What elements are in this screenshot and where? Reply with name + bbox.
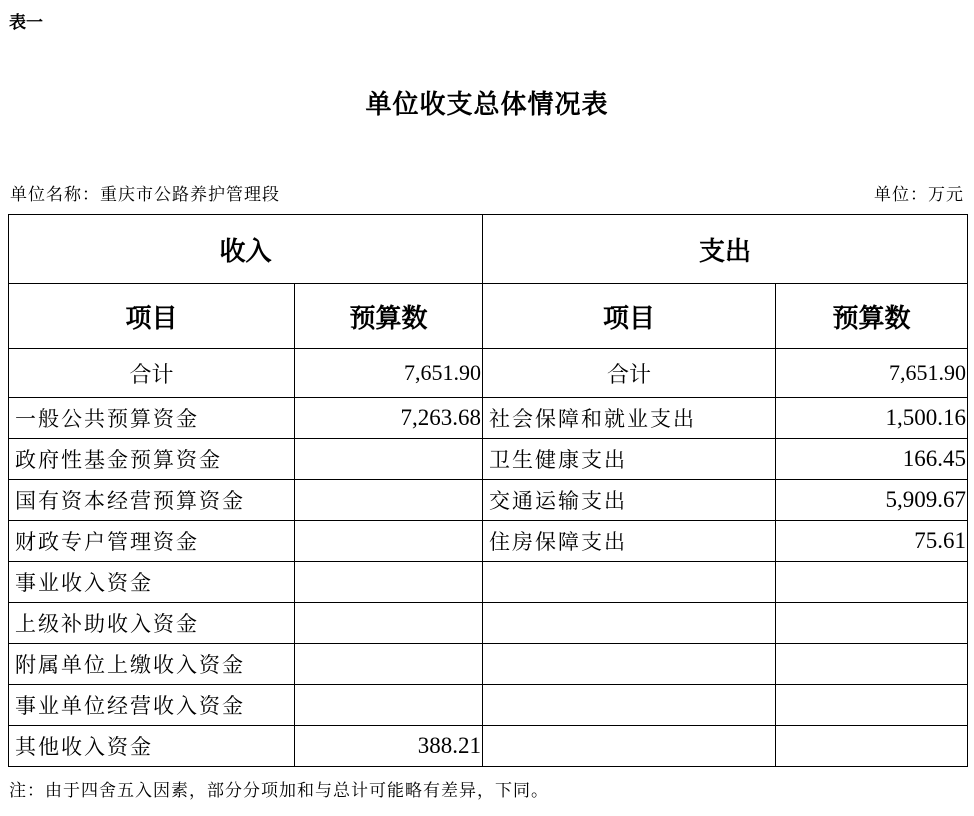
income-item-cell: 一般公共预算资金 — [9, 398, 295, 439]
income-item-cell: 附属单位上缴收入资金 — [9, 644, 295, 685]
expense-value-cell — [776, 562, 968, 603]
table-body — [9, 398, 968, 767]
table-row — [9, 603, 968, 644]
section-header-row — [9, 215, 968, 284]
table-row — [9, 521, 968, 562]
expense-value-cell: 166.45 — [776, 439, 968, 480]
table-row — [9, 685, 968, 726]
expense-item-cell — [483, 685, 776, 726]
footnote: 注：由于四舍五入因素，部分分项加和与总计可能略有差异，下同。 — [9, 781, 549, 801]
income-value-cell — [295, 603, 483, 644]
expense-item-cell: 住房保障支出 — [483, 521, 776, 562]
income-value-cell — [295, 685, 483, 726]
expense-value-cell — [776, 726, 968, 767]
income-value-cell — [295, 521, 483, 562]
expense-value-cell — [776, 685, 968, 726]
page-title: 单位收支总体情况表 — [365, 90, 609, 120]
income-item-cell: 事业单位经营收入资金 — [9, 685, 295, 726]
income-item-cell: 上级补助收入资金 — [9, 603, 295, 644]
table-label: 表一 — [9, 13, 43, 33]
income-value-cell: 388.21 — [295, 726, 483, 767]
income-total-label: 合计 — [9, 349, 295, 398]
income-item-cell: 财政专户管理资金 — [9, 521, 295, 562]
column-header-row — [9, 284, 968, 349]
expense-item-header: 项目 — [483, 284, 776, 349]
income-item-cell: 国有资本经营预算资金 — [9, 480, 295, 521]
unit-name: 单位名称：重庆市公路养护管理段 — [10, 185, 280, 205]
expense-value-cell: 1,500.16 — [776, 398, 968, 439]
budget-table — [8, 214, 968, 767]
table-row — [9, 439, 968, 480]
expense-item-cell: 社会保障和就业支出 — [483, 398, 776, 439]
income-item-header: 项目 — [9, 284, 295, 349]
table-row — [9, 398, 968, 439]
income-value-cell — [295, 480, 483, 521]
expense-value-cell — [776, 603, 968, 644]
total-row — [9, 349, 968, 398]
expense-item-cell — [483, 603, 776, 644]
expense-header: 支出 — [483, 215, 968, 284]
table-row — [9, 644, 968, 685]
income-item-cell: 政府性基金预算资金 — [9, 439, 295, 480]
expense-value-cell: 5,909.67 — [776, 480, 968, 521]
income-total-value: 7,651.90 — [295, 349, 483, 398]
income-value-cell — [295, 644, 483, 685]
income-value-cell — [295, 439, 483, 480]
expense-item-cell — [483, 644, 776, 685]
expense-total-label: 合计 — [483, 349, 776, 398]
expense-budget-header: 预算数 — [776, 284, 968, 349]
table-row — [9, 726, 968, 767]
expense-value-cell: 75.61 — [776, 521, 968, 562]
income-value-cell: 7,263.68 — [295, 398, 483, 439]
table-row — [9, 480, 968, 521]
expense-item-cell — [483, 562, 776, 603]
expense-total-value: 7,651.90 — [776, 349, 968, 398]
income-value-cell — [295, 562, 483, 603]
expense-item-cell: 卫生健康支出 — [483, 439, 776, 480]
expense-item-cell — [483, 726, 776, 767]
currency-unit: 单位：万元 — [874, 185, 964, 205]
table-row — [9, 562, 968, 603]
expense-value-cell — [776, 644, 968, 685]
income-budget-header: 预算数 — [295, 284, 483, 349]
expense-item-cell: 交通运输支出 — [483, 480, 776, 521]
income-item-cell: 事业收入资金 — [9, 562, 295, 603]
income-item-cell: 其他收入资金 — [9, 726, 295, 767]
income-header: 收入 — [9, 215, 483, 284]
